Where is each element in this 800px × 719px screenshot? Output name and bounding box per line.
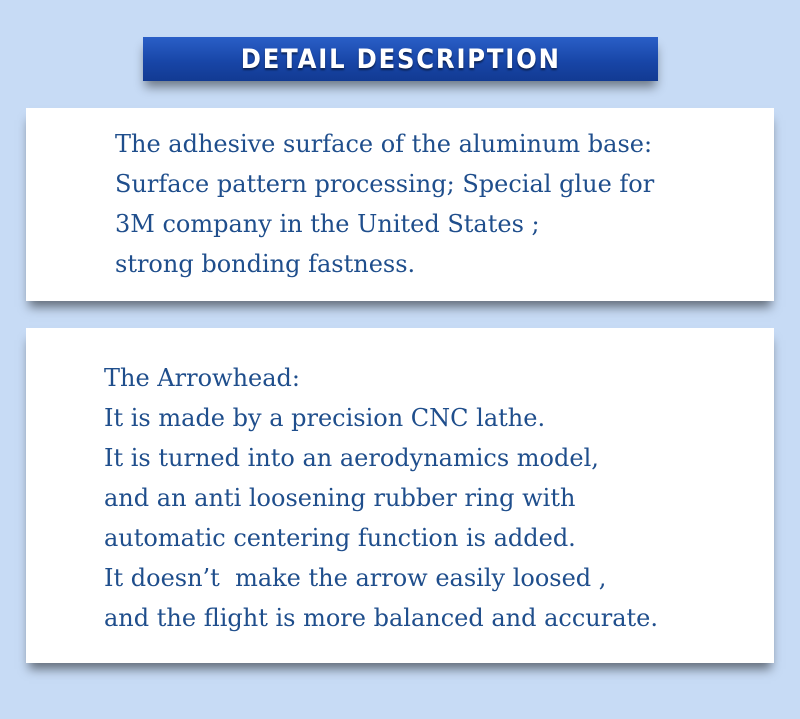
description-line: It is turned into an aerodynamics model,: [104, 444, 599, 472]
description-line: automatic centering function is added.: [104, 524, 576, 552]
description-line: It doesn’t make the arrow easily loosed ,: [104, 564, 607, 592]
description-line: strong bonding fastness.: [115, 250, 416, 278]
description-line: It is made by a precision CNC lathe.: [104, 404, 546, 432]
description-line: The Arrowhead:: [104, 364, 300, 392]
description-line: The adhesive surface of the aluminum base:: [115, 130, 653, 158]
description-line: and an anti loosening rubber ring with: [104, 484, 576, 512]
arrowhead-card: [26, 328, 774, 663]
description-line: 3M company in the United States ;: [115, 210, 540, 238]
section-banner: [143, 37, 658, 81]
description-line: Surface pattern processing; Special glue for: [115, 170, 655, 198]
description-line: and the flight is more balanced and accurate.: [104, 604, 659, 632]
adhesive-surface-card: [26, 108, 774, 301]
banner-title: DETAIL DESCRIPTION: [240, 43, 561, 75]
